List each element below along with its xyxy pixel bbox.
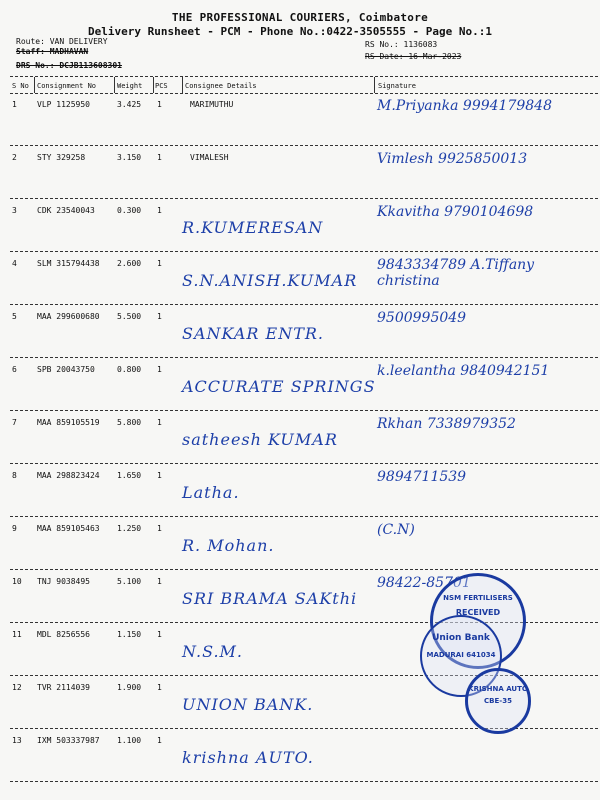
row-consignment-number: MAA 859105519: [37, 418, 100, 427]
row-serial-number: 11: [12, 630, 22, 639]
row-consignment-number: MAA 859105463: [37, 524, 100, 533]
auto-stamp: [465, 668, 531, 734]
row-consignee-handwritten: R.KUMERESAN: [182, 218, 324, 237]
row-consignee-name: MARIMUTHU: [190, 100, 234, 109]
row-signature: 9894711539: [377, 469, 467, 485]
row-consignment-number: MDL 8256556: [37, 630, 90, 639]
row-serial-number: 7: [12, 418, 17, 427]
row-signature: Kkavitha 9790104698: [377, 204, 534, 220]
row-pieces: 1: [157, 418, 162, 427]
stamp-text: NSM FERTILISERS: [443, 594, 513, 602]
row-weight: 1.150: [117, 630, 142, 639]
row-signature: k.leelantha 9840942151: [377, 363, 550, 379]
row-pieces: 1: [157, 736, 162, 745]
row-serial-number: 8: [12, 471, 17, 480]
row-serial-number: 10: [12, 577, 22, 586]
row-weight: 0.800: [117, 365, 142, 374]
staff-label: Staff: MADHAVAN: [16, 47, 89, 56]
stamp-text: KRISHNA AUTO: [468, 685, 528, 693]
row-divider: [10, 357, 598, 358]
row-divider: [10, 198, 598, 199]
row-consignee-handwritten: krishna AUTO.: [182, 748, 314, 767]
row-divider: [10, 410, 598, 411]
row-divider: [10, 781, 598, 782]
rs-date: RS Date: 16-Mar-2023: [365, 52, 462, 61]
column-divider: [34, 77, 35, 93]
row-pieces: 1: [157, 100, 162, 109]
row-weight: 0.300: [117, 206, 142, 215]
rs-number: RS No.: 1136083: [365, 40, 438, 49]
row-weight: 5.800: [117, 418, 142, 427]
row-serial-number: 2: [12, 153, 17, 162]
row-pieces: 1: [157, 683, 162, 692]
row-consignee-handwritten: SRI BRAMA SAKthi: [182, 589, 358, 608]
row-signature: 9843334789 A.Tiffany christina: [377, 257, 535, 289]
row-consignment-number: CDK 23540043: [37, 206, 95, 215]
row-signature: Rkhan 7338979352: [377, 416, 516, 432]
row-pieces: 1: [157, 206, 162, 215]
row-pieces: 1: [157, 524, 162, 533]
row-pieces: 1: [157, 471, 162, 480]
row-serial-number: 6: [12, 365, 17, 374]
row-consignment-number: MAA 299600680: [37, 312, 100, 321]
document-subtitle: Delivery Runsheet - PCM - Phone No.:0422-3505555 - Page No.:1: [88, 25, 492, 38]
row-weight: 1.650: [117, 471, 142, 480]
row-consignment-number: TVR 2114039: [37, 683, 90, 692]
row-serial-number: 5: [12, 312, 17, 321]
row-signature: M.Priyanka 9994179848: [377, 98, 552, 114]
row-weight: 2.600: [117, 259, 142, 268]
column-divider: [182, 77, 183, 93]
row-serial-number: 1: [12, 100, 17, 109]
row-weight: 5.100: [117, 577, 142, 586]
row-pieces: 1: [157, 630, 162, 639]
row-consignment-number: IXM 503337987: [37, 736, 100, 745]
row-consignee-name: VIMALESH: [190, 153, 229, 162]
row-consignee-handwritten: SANKAR ENTR.: [182, 324, 324, 343]
row-signature: Vimlesh 9925850013: [377, 151, 528, 167]
row-divider: [10, 145, 598, 146]
row-consignee-handwritten: satheesh KUMAR: [182, 430, 338, 449]
row-pieces: 1: [157, 312, 162, 321]
row-weight: 1.900: [117, 683, 142, 692]
column-header-consignee: Consignee Details: [185, 82, 257, 90]
document-title: THE PROFESSIONAL COURIERS, Coimbatore: [171, 11, 429, 24]
stamp-subtext: CBE-35: [484, 697, 512, 705]
row-consignee-handwritten: R. Mohan.: [182, 536, 275, 555]
row-serial-number: 12: [12, 683, 22, 692]
stamp-subtext: RECEIVED: [455, 608, 501, 617]
column-divider: [374, 77, 375, 93]
row-divider: [10, 304, 598, 305]
drs-number: DRS No.: DCJB113608301: [16, 61, 122, 70]
row-divider: [10, 463, 598, 464]
row-divider: [10, 516, 598, 517]
row-pieces: 1: [157, 365, 162, 374]
row-serial-number: 4: [12, 259, 17, 268]
row-serial-number: 3: [12, 206, 17, 215]
header-divider-top: [10, 76, 598, 77]
row-divider: [10, 251, 598, 252]
row-serial-number: 9: [12, 524, 17, 533]
row-consignment-number: VLP 1125950: [37, 100, 90, 109]
column-header-signature: Signature: [378, 82, 416, 90]
row-weight: 3.150: [117, 153, 142, 162]
row-weight: 3.425: [117, 100, 142, 109]
column-divider: [153, 77, 154, 93]
row-consignee-handwritten: N.S.M.: [182, 642, 244, 661]
row-consignee-handwritten: ACCURATE SPRINGS: [182, 377, 376, 396]
column-header-consignment: Consignment No: [37, 82, 97, 90]
row-pieces: 1: [157, 153, 162, 162]
row-consignment-number: STY 329258: [37, 153, 86, 162]
route-label: Route: VAN DELIVERY: [16, 37, 108, 46]
row-signature: 9500995049: [377, 310, 467, 326]
row-pieces: 1: [157, 577, 162, 586]
row-divider: [10, 569, 598, 570]
column-header-sno: S No: [12, 82, 29, 90]
column-divider: [114, 77, 115, 93]
row-consignment-number: TNJ 9038495: [37, 577, 90, 586]
row-weight: 1.250: [117, 524, 142, 533]
row-consignee-handwritten: Latha.: [182, 483, 240, 502]
stamp-subtext: MADURAI 641034: [426, 651, 496, 659]
row-signature: (C.N): [377, 522, 415, 538]
header-divider-bottom: [10, 93, 598, 94]
row-consignment-number: MAA 298823424: [37, 471, 100, 480]
row-serial-number: 13: [12, 736, 22, 745]
row-consignment-number: SLM 315794438: [37, 259, 100, 268]
stamp-text: Union Bank: [432, 633, 490, 643]
column-header-pcs: PCS: [155, 82, 168, 90]
column-header-weight: Weight: [117, 82, 143, 90]
row-consignee-handwritten: S.N.ANISH.KUMAR: [182, 271, 358, 290]
row-weight: 1.100: [117, 736, 142, 745]
row-signature: 98422-85701: [377, 575, 471, 591]
row-consignee-handwritten: UNION BANK.: [182, 695, 314, 714]
row-consignment-number: SPB 20043750: [37, 365, 95, 374]
row-weight: 5.500: [117, 312, 142, 321]
row-pieces: 1: [157, 259, 162, 268]
